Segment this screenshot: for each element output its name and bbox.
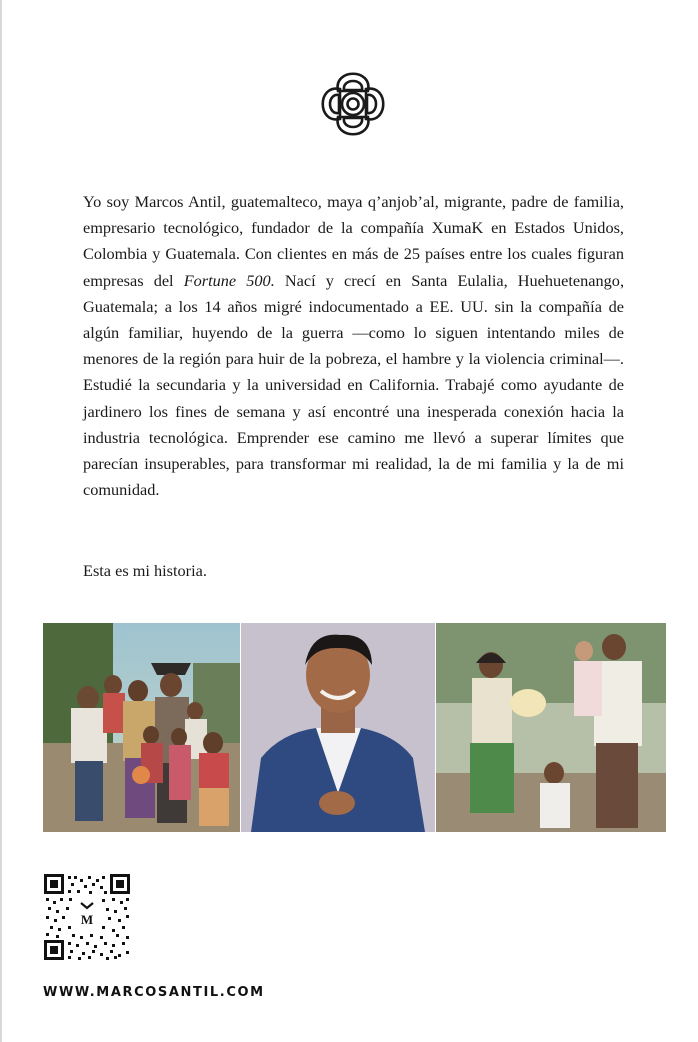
blurb-text-part2: Nací y crecí en Santa Eulalia, Huehuetenango, Guatemala; a los 14 años migré indocumentado a EE. UU. sin la compañía de algún familiar, huyendo de la guerra —como lo siguen intentando miles de menores de la región para huir de la pobreza, el hambre y la violencia criminal—. Estudié la secundaria y la universidad en California. Trabajé como ayudante de jardinero los fines de semana y así encontré una inesperada conexión hacia la industria tecnológica. Emprender ese camino me llevó a superar límites que parecían insuperables, para transformar mi realidad, la de mi familia y la de mi comunidad. xyxy=(83,270,625,500)
blurb-text-part1: Yo soy Marcos Antil, guatemalteco, maya q’anjob’al, migrante, padre de familia, empresario tecnológico, fundador de la compañía XumaK en Estados Unidos, Colombia y Guatemala. Con clientes en más de 25 países entre los cuales figuran empresas del xyxy=(83,192,624,290)
back-cover-blurb xyxy=(83,189,624,503)
qr-center-letter: M xyxy=(80,912,94,927)
family-with-children-photo xyxy=(436,623,666,832)
author-portrait-photo xyxy=(241,623,435,832)
page-edge xyxy=(0,0,2,1042)
family-group-photo xyxy=(43,623,240,832)
blurb-fortune-italic: Fortune 500. xyxy=(183,270,275,290)
photo-strip xyxy=(43,623,666,832)
website-qr-code[interactable] xyxy=(44,874,130,960)
four-petal-flower-icon xyxy=(313,64,393,144)
website-link[interactable]: WWW.MARCOSANTIL.COM xyxy=(43,985,265,1000)
closing-line: Esta es mi historia. xyxy=(83,561,207,580)
